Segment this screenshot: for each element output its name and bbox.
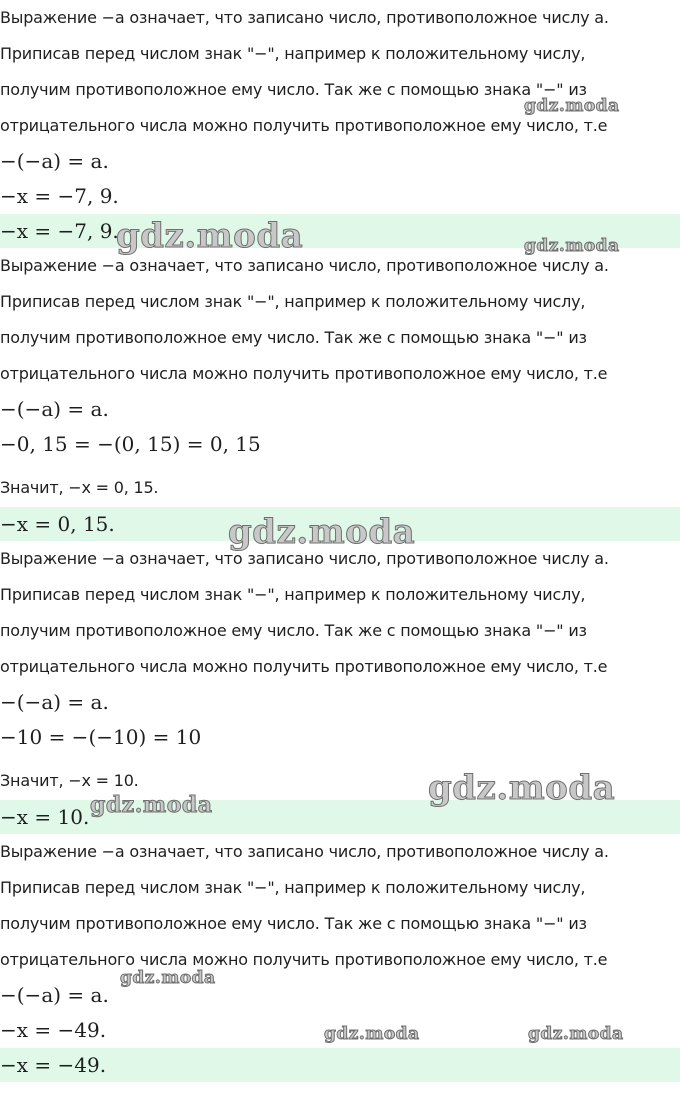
watermark: gdz.moda	[524, 96, 620, 116]
intro-line: Выражение −a означает, что записано число, противоположное числу a.	[0, 256, 609, 275]
rule-formula: −(−a) = a.	[0, 149, 109, 173]
conclusion-line: Значит, −x = 10.	[0, 771, 139, 790]
watermark: gdz.moda	[90, 792, 213, 818]
calc-formula: −10 = −(−10) = 10	[0, 725, 202, 749]
calc-formula: −0, 15 = −(0, 15) = 0, 15	[0, 432, 261, 456]
watermark: gdz.moda	[116, 216, 304, 256]
intro-line: получим противоположное ему число. Так же с помощью знака "−" из	[0, 914, 587, 933]
watermark: gdz.moda	[324, 1024, 420, 1044]
watermark: gdz.moda	[120, 968, 216, 988]
intro-line: отрицательного числа можно получить противоположное ему число, т.е	[0, 950, 608, 969]
intro-line: получим противоположное ему число. Так же с помощью знака "−" из	[0, 80, 587, 99]
watermark: gdz.moda	[524, 236, 620, 256]
intro-line: отрицательного числа можно получить противоположное ему число, т.е	[0, 657, 608, 676]
intro-line: Выражение −a означает, что записано число, противоположное числу a.	[0, 8, 609, 27]
answer-formula: −x = −7, 9.	[0, 219, 119, 243]
answer-formula: −x = 10.	[0, 805, 90, 829]
conclusion-line: Значит, −x = 0, 15.	[0, 478, 159, 497]
answer-formula: −x = 0, 15.	[0, 512, 115, 536]
watermark: gdz.moda	[428, 768, 616, 808]
watermark: gdz.moda	[228, 512, 416, 552]
intro-line: отрицательного числа можно получить противоположное ему число, т.е	[0, 364, 608, 383]
calc-formula: −x = −7, 9.	[0, 184, 119, 208]
rule-formula: −(−a) = a.	[0, 690, 109, 714]
intro-line: Приписав перед числом знак "−", например к положительному числу,	[0, 44, 586, 63]
intro-line: получим противоположное ему число. Так же с помощью знака "−" из	[0, 621, 587, 640]
watermark: gdz.moda	[528, 1024, 624, 1044]
intro-line: Приписав перед числом знак "−", например к положительному числу,	[0, 585, 586, 604]
intro-line: Приписав перед числом знак "−", например к положительному числу,	[0, 292, 586, 311]
intro-line: Выражение −a означает, что записано число, противоположное числу a.	[0, 842, 609, 861]
intro-line: Выражение −a означает, что записано число, противоположное числу a.	[0, 549, 609, 568]
answer-formula: −x = −49.	[0, 1053, 107, 1077]
rule-formula: −(−a) = a.	[0, 397, 109, 421]
intro-line: Приписав перед числом знак "−", например к положительному числу,	[0, 878, 586, 897]
intro-line: получим противоположное ему число. Так же с помощью знака "−" из	[0, 328, 587, 347]
calc-formula: −x = −49.	[0, 1018, 107, 1042]
rule-formula: −(−a) = a.	[0, 983, 109, 1007]
intro-line: отрицательного числа можно получить противоположное ему число, т.е	[0, 116, 608, 135]
